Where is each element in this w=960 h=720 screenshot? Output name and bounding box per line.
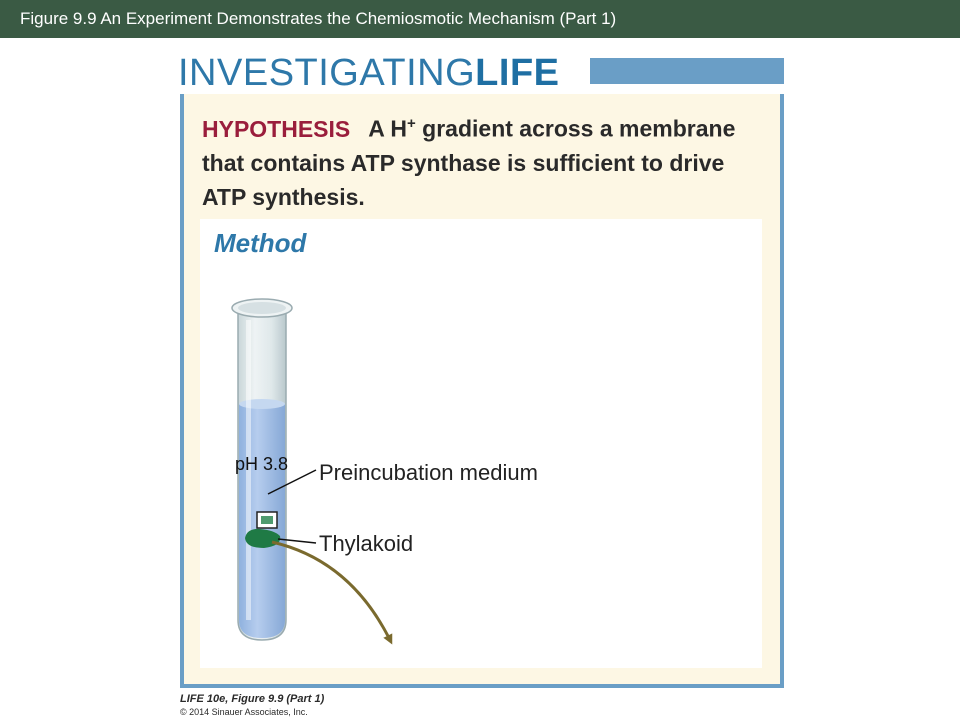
life-word: LIFE <box>475 52 560 94</box>
hypothesis-text-start: A H <box>368 115 408 142</box>
transfer-arrow <box>272 542 390 640</box>
thylakoid-box-inner <box>261 516 273 524</box>
slide-title: Figure 9.9 An Experiment Demonstrates the Chemiosmotic Mechanism (Part 1) <box>0 0 960 38</box>
test-tube-diagram <box>200 280 762 665</box>
investigating-life-header <box>178 52 784 94</box>
investigating-word: INVESTIGATING <box>178 52 476 94</box>
thylakoid-label: Thylakoid <box>319 531 414 556</box>
hypothesis-block <box>202 107 762 214</box>
ph-label: pH 3.8 <box>235 454 289 474</box>
hypothesis-superscript: + <box>407 115 416 132</box>
caption-source: LIFE 10e, Figure 9.9 (Part 1) <box>180 693 325 705</box>
investigating-life-logo <box>178 52 560 94</box>
medium-label: Preincubation medium <box>319 460 538 485</box>
figure-caption <box>180 693 324 719</box>
header-accent-bar <box>590 58 784 84</box>
method-title: Method <box>214 228 307 258</box>
caption-copyright: © 2014 Sinauer Associates, Inc. <box>180 707 308 717</box>
test-tube-opening <box>238 302 286 314</box>
hypothesis-label: HYPOTHESIS <box>202 115 351 142</box>
hypothesis-text-end: gradient across a membrane that contains ATP synthase is sufficient to drive ATP synthesis. <box>202 115 736 210</box>
liquid-surface <box>239 399 285 409</box>
